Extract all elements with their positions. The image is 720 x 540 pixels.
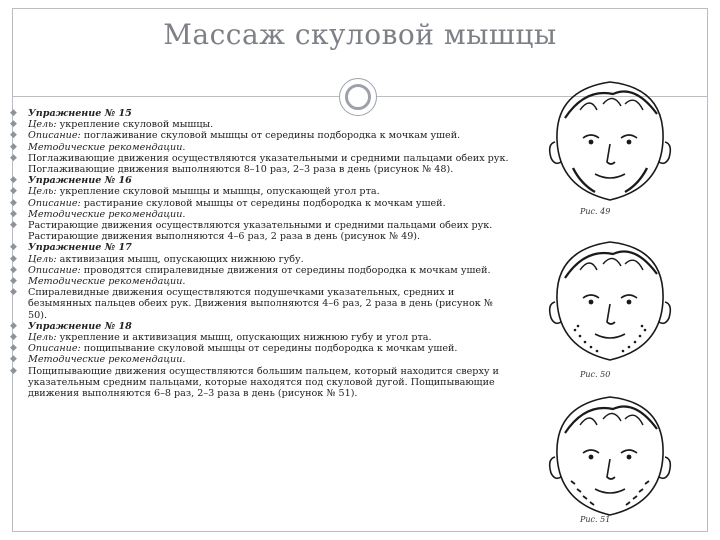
line-text: проводятся спиралевидные движения от середины подбородка к мочкам ушей. — [80, 264, 491, 276]
line-label: Методические рекомендации. — [28, 354, 186, 366]
bullet-icon: ◆ — [10, 130, 17, 141]
line-text: растирание скуловой мышцы от середины подбородка к мочкам ушей. — [80, 197, 446, 209]
text-line — [10, 332, 510, 343]
face-illustration-49 — [525, 70, 695, 210]
text-line — [10, 198, 510, 209]
line-text: укрепление скуловой мышцы. — [56, 119, 214, 131]
line-label: Цель: — [28, 332, 57, 344]
bullet-icon: ◆ — [10, 332, 17, 343]
line-label: Упражнение № 15 — [28, 108, 132, 119]
line-text: активизация мышц, опускающих нижнюю губу. — [56, 253, 304, 265]
bullet-icon: ◆ — [10, 264, 17, 275]
line-label: Цель: — [28, 186, 57, 198]
figure-caption-50: Рис. 50 — [580, 370, 611, 379]
text-line — [10, 354, 510, 365]
text-line — [10, 321, 510, 332]
bullet-icon: ◆ — [10, 186, 17, 197]
text-line — [10, 254, 510, 265]
text-line — [10, 366, 510, 400]
line-label: Методические рекомендации. — [28, 141, 186, 153]
bullet-icon: ◆ — [10, 276, 17, 287]
bullet-icon: ◆ — [10, 354, 17, 365]
text-line — [10, 186, 510, 197]
line-text: Пощипывающие движения осуществляются большим пальцем, который находится сверху и указательным средним пальцами, которые находятся под скуловой дугой. Пощипывающие движения выполняются 6–8 раз, 2–3 раза в день (рисунок № 51). — [28, 365, 499, 400]
bullet-icon: ◆ — [10, 152, 17, 163]
text-line — [10, 153, 510, 175]
slide-title: Массаж скуловой мышцы — [163, 18, 557, 51]
line-label: Упражнение № 18 — [28, 320, 132, 332]
bullet-icon: ◆ — [10, 220, 17, 231]
bullet-icon: ◆ — [10, 197, 17, 208]
line-text: Растирающие движения осуществляются указательными и средними пальцами обеих рук. Растирающие движения выполняются 4–6 раз, 2 раза в день (рисунок № 49). — [28, 220, 493, 243]
figure-caption-49: Рис. 49 — [580, 207, 611, 216]
line-label: Методические рекомендации. — [28, 276, 186, 288]
line-label: Цель: — [28, 119, 57, 131]
line-label: Описание: — [28, 264, 81, 276]
line-label: Описание: — [28, 197, 81, 209]
bullet-icon: ◆ — [10, 242, 17, 253]
line-text: укрепление и активизация мышц, опускающих нижнюю губу и угол рта. — [56, 332, 432, 344]
figure-caption-51: Рис. 51 — [580, 515, 611, 524]
bullet-icon: ◆ — [10, 320, 17, 331]
text-line — [10, 220, 510, 242]
text-line — [10, 242, 510, 253]
line-label: Упражнение № 17 — [28, 242, 132, 254]
line-text: Поглаживающие движения осуществляются указательными и средними пальцами обеих рук. Поглаживающие движения выполняются 8–10 раз, 2–3 раза в день (рисунок № 48). — [28, 152, 509, 176]
text-line — [10, 276, 510, 287]
text-line — [10, 142, 510, 153]
text-line — [10, 175, 510, 186]
line-text: укрепление скуловой мышцы и мышцы, опускающей угол рта. — [56, 186, 380, 198]
text-line — [10, 287, 510, 321]
text-line — [10, 119, 510, 130]
bullet-icon: ◆ — [10, 343, 17, 354]
line-label: Упражнение № 16 — [28, 175, 132, 187]
bullet-icon: ◆ — [10, 119, 17, 130]
text-line — [10, 343, 510, 354]
bullet-icon: ◆ — [10, 175, 17, 186]
text-line — [10, 108, 510, 119]
text-line — [10, 209, 510, 220]
line-label: Цель: — [28, 253, 57, 265]
bullet-icon: ◆ — [10, 253, 17, 264]
line-text: пощипывание скуловой мышцы от середины подбородка к мочкам ушей. — [80, 343, 458, 355]
text-line — [10, 265, 510, 276]
bullet-icon: ◆ — [10, 365, 17, 376]
line-label: Описание: — [28, 343, 81, 355]
face-illustration-51 — [525, 385, 695, 525]
bullet-icon: ◆ — [10, 287, 17, 298]
line-label: Описание: — [28, 130, 81, 142]
bullet-icon: ◆ — [10, 108, 17, 118]
face-illustration-50 — [525, 230, 695, 370]
bullet-icon: ◆ — [10, 141, 17, 152]
line-label: Методические рекомендации. — [28, 208, 186, 220]
bullet-icon: ◆ — [10, 208, 17, 219]
line-text: Спиралевидные движения осуществляются подушечками указательных, средних и безымянных пальцев обеих рук. Движения выполняются 4–6 раз, 2 раза в день (рисунок № 50). — [28, 287, 493, 321]
text-line — [10, 130, 510, 141]
exercise-text — [10, 108, 510, 399]
line-text: поглаживание скуловой мышцы от середины подбородка к мочкам ушей. — [80, 130, 461, 142]
